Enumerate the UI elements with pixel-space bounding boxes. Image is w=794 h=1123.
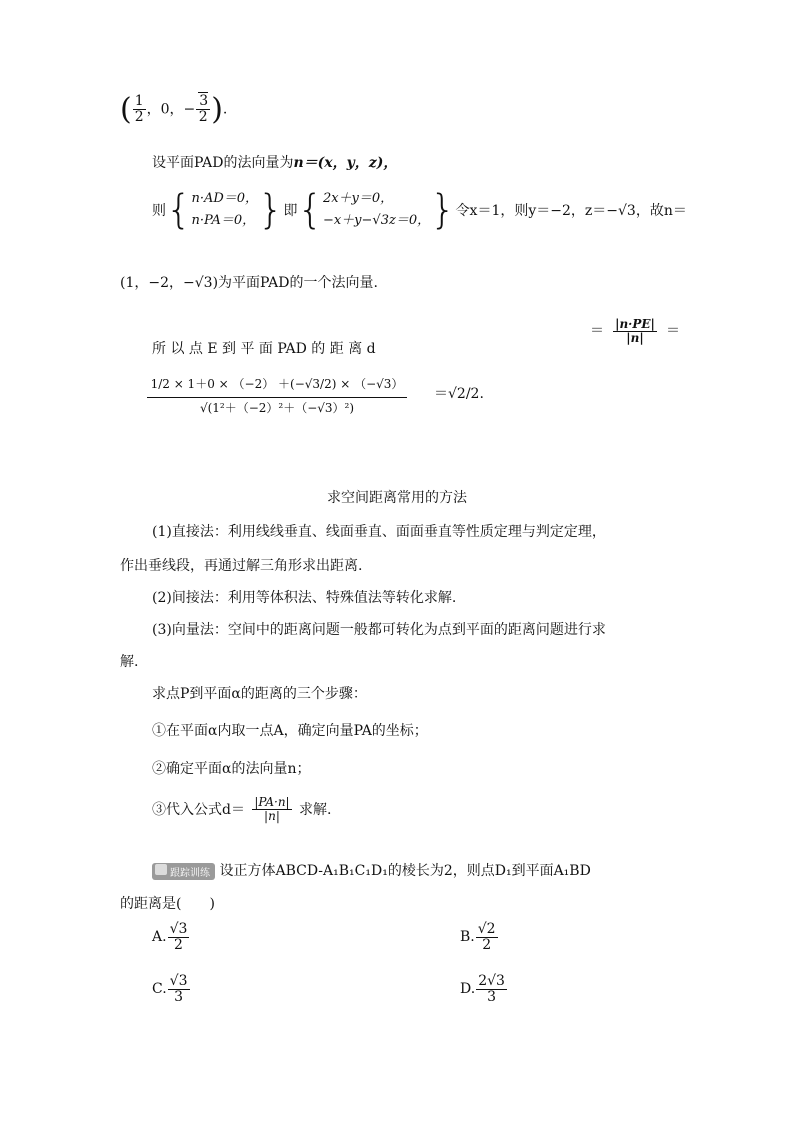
exercise-question: 跟踪训练 设正方体ABCD-A₁B₁C₁D₁的棱长为2，则点D₁到平面A₁BD bbox=[152, 860, 591, 880]
step-3: ③代入公式d＝ $\frac{|PA\cdot n|}{|n|}$ 求解. bbox=[152, 795, 332, 823]
method-3: (3)向量法：空间中的距离问题一般都可转化为点到平面的距离问题进行求 bbox=[152, 622, 606, 638]
method-1: (1)直接法：利用线线垂直、线面垂直、面面垂直等性质定理与判定定理， bbox=[152, 524, 606, 540]
distance-formula: ＝ $\frac{|n\cdot PE|}{|n|}$ ＝ bbox=[590, 317, 680, 345]
method-3b: 解. bbox=[120, 654, 139, 670]
method-2: (2)间接法：利用等体积法、特殊值法等转化求解. bbox=[152, 590, 457, 606]
option-a: A. $\frac{√3}{2}$ bbox=[152, 921, 188, 953]
big-fraction-numerator: 1/2 × 1＋0 × （−2） ＋(−√3/2) × （−√3） bbox=[147, 372, 408, 398]
method-1b: 作出垂线段，再通过解三角形求出距离. bbox=[120, 558, 363, 574]
normal-intro: 设平面PAD的法向量为n＝(x，y，z)， bbox=[152, 155, 398, 171]
step-2: ②确定平面α的法向量n； bbox=[152, 761, 311, 777]
exercise-badge: 跟踪训练 bbox=[152, 863, 215, 880]
top-vector-line: ( $\frac{1}{2}$ ，0，− $\frac{3}{2}$ ). bbox=[120, 92, 228, 127]
method-title: 求空间距离常用的方法 bbox=[327, 490, 467, 506]
big-fraction-result: ＝√2/2. bbox=[434, 386, 484, 403]
big-fraction bbox=[120, 372, 484, 414]
option-c: C. $\frac{√3}{3}$ bbox=[152, 973, 188, 1005]
pencil-icon bbox=[155, 864, 167, 875]
option-d: D. $\frac{2√3}{3}$ bbox=[460, 973, 505, 1005]
steps-intro: 求点P到平面α的距离的三个步骤： bbox=[152, 686, 367, 702]
system-line: 则{ n·AD＝0， n·PA＝0， }即{ 2x＋y＝0， −x＋y−√3z＝0， }令x＝1，则y＝−2，z＝−√3，故n＝ bbox=[152, 187, 687, 234]
big-fraction-denominator: √(1²＋（−2）²＋（−√3）²) bbox=[199, 400, 355, 415]
system-vectors: n·AD＝0， n·PA＝0， bbox=[191, 191, 259, 229]
distance-intro: 所 以 点 E 到 平 面 PAD 的 距 离 d bbox=[152, 341, 376, 357]
top-vector-mid: ，0，− bbox=[146, 101, 196, 118]
exercise-question-2: 的距离是( ) bbox=[120, 896, 215, 912]
option-b: B. $\frac{√2}{2}$ bbox=[460, 921, 496, 953]
step-1: ①在平面α内取一点A，确定向量PA的坐标； bbox=[152, 723, 428, 739]
normal-result: (1，−2，−√3)为平面PAD的一个法向量. bbox=[120, 275, 378, 291]
system-equations: 2x＋y＝0， −x＋y−√3z＝0， bbox=[322, 191, 431, 229]
